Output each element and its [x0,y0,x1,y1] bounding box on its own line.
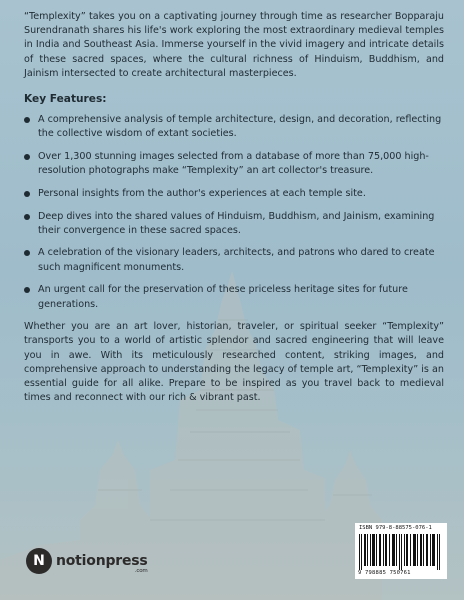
bullet-icon [24,287,30,293]
bullet-icon [24,214,30,220]
key-features-list [24,113,444,312]
bullet-icon [24,154,30,160]
bullet-icon [24,191,30,197]
publisher-domain: .com [134,568,148,574]
publisher-logo-icon: N [26,548,52,574]
intro-paragraph: “Templexity” takes you on a captivating journey through time as researcher Bopparaju Surendranath shares his life's work exploring the most extraordinary medieval temples in India and Southeast Asia. Immerse yourself in the vivid imagery and intricate details of these sacred spaces, where the cultural richness of Hinduism, Buddhism, and Jainism intersected to create architectural masterpieces. [24,11,444,79]
feature-item: Over 1,300 stunning images selected from a database of more than 75,000 high-resolution photographs make “Templexity” an art collector's treasure. [24,150,444,178]
barcode-digits: 9 798885 750761 [358,570,411,576]
publisher-name: notionpress .com [56,553,148,574]
feature-item: A comprehensive analysis of temple architecture, design, and decoration, reflecting the collective wisdom of extant societies. [24,113,444,141]
bullet-icon [24,250,30,256]
feature-item: Deep dives into the shared values of Hinduism, Buddhism, and Jainism, examining their convergence in these sacred spaces. [24,210,444,238]
closing-paragraph: Whether you are an art lover, historian, traveler, or spiritual seeker “Templexity” transports you to a world of artistic splendor and sacred engineering that will leave you in awe. With its meticulously researched content, striking images, and comprehensive approach to understanding the legacy of temple art, “Templexity” is an essential guide for all alike. Prepare to be inspired as you travel back to medieval times and reconnect with our rich & vibrant past. [24,321,444,404]
feature-item: Personal insights from the author's experiences at each temple site. [24,187,444,201]
barcode-icon [359,534,443,570]
bullet-icon [24,117,30,123]
isbn-label: ISBN 979-8-88575-076-1 [359,525,432,531]
publisher-logo [26,548,148,574]
feature-item: An urgent call for the preservation of these priceless heritage sites for future generations. [24,283,444,311]
isbn-barcode [355,523,447,579]
back-cover-text [24,10,444,405]
feature-item: A celebration of the visionary leaders, architects, and patrons who dared to create such magnificent monuments. [24,246,444,274]
key-features-heading: Key Features: [24,93,107,106]
